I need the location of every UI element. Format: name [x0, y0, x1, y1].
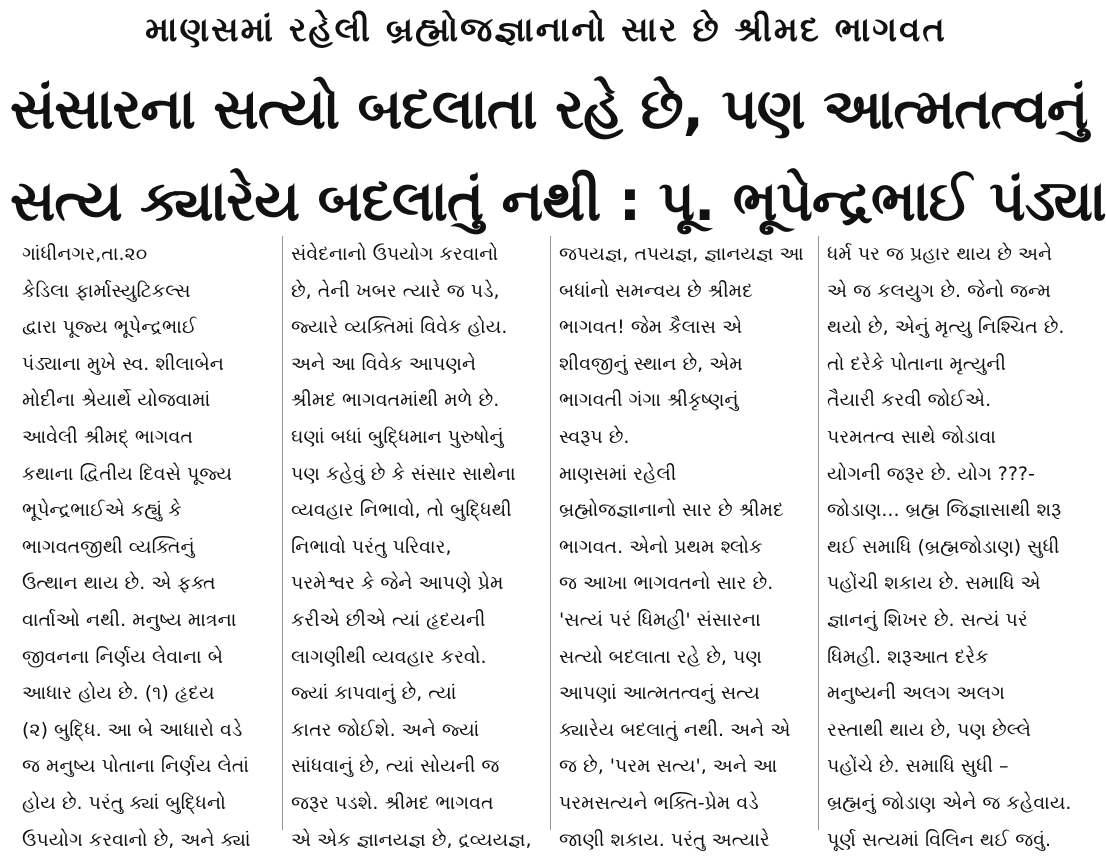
column-1-text: ગાંધીનગર,તા.૨૦ કેડિલા ફાર્માસ્યુટિકલ્સ દ્વારા પૂજ્ય ભૂપેન્દ્રભાઈ પંડ્યાના મુખે સ્વ. શીલાબેન મોદીના શ્રેયાર્થે યોજવામાં આવેલી શ્રીમદ્ ભાગવત કથાના દ્વિતીય દિવસે પૂજ્ય ભૂપેન્દ્રભાઈએ કહ્યું કે ભાગવતજીથી વ્યક્તિનું ઉત્થાન થાય છે. એ ફક્ત વાર્તાઓ નથી. મનુષ્ય માત્રના જીવનના નિર્ણય લેવાના બે આધાર હોય છે. (૧) હૃદય (૨) બુદ્ધિ. આ બે આધારો વડે જ મનુષ્ય પોતાના નિર્ણય લેતાં હોય છે. પરંતુ ક્યાં બુદ્ધિનો ઉપયોગ કરવાનો છે, અને ક્યાં — [22, 243, 251, 851]
article-body — [14, 236, 1086, 851]
column-2-text: સંવેદનાનો ઉપયોગ કરવાનો છે, તેની ખબર ત્યારે જ પડે, જ્યારે વ્યક્તિમાં વિવેક હોય. અને આ વિવેક આપણને શ્રીમદ ભાગવતમાંથી મળે છે. ઘણાં બધાં બુદ્ધિમાન પુરુષોનું પણ કહેવું છે કે સંસાર સાથેના વ્યવહાર નિભાવો, તો બુદ્ધિથી નિભાવો પરંતુ પરિવાર, પરમેશ્વર કે જેને આપણે પ્રેમ કરીએ છીએ ત્યાં હૃદયની લાગણીથી વ્યવહાર કરવો. જ્યાં કાપવાનું છે, ત્યાં કાતર જોઈશે. અને જ્યાં સાંધવાનું છે, ત્યાં સોયની જ જરૂર પડશે. શ્રીમદ ભાગવત એ એક જ્ઞાનયજ્ઞ છે, દ્રવ્યયજ્ઞ, — [291, 243, 532, 851]
column-3-text: જપયજ્ઞ, તપયજ્ઞ, જ્ઞાનયજ્ઞ આ બધાંનો સમન્વય છે શ્રીમદ ભાગવત! જેમ કૈલાસ એ શીવજીનું સ્થાન છે, એમ ભાગવતી ગંગા શ્રીકૃષ્ણનું સ્વરૂપ છે. માણસમાં રહેલી બ્રહ્મોજજ્ઞાનાનો સાર છે શ્રીમદ ભાગવત. એનો પ્રથમ શ્લોક જ આખા ભાગવતનો સાર છે. 'સત્યં પરં ધિમહી' સંસારના સત્યો બદલાતા રહે છે, પણ આપણાં આત્મતત્વનું સત્ય ક્યારેય બદલાતું નથી. અને એ જ છે, 'પરમ સત્ય', અને આ પરમસત્યને ભક્તિ-પ્રેમ વડે જાણી શકાય. પરંતુ અત્યારે — [559, 243, 804, 851]
column-2 — [282, 236, 550, 851]
headline-line-2: સત્ય ક્યારેય બદલાતું નથી : પૂ. ભૂપેન્દ્રભાઈ પંડ્યા — [10, 169, 1106, 234]
column-3 — [550, 236, 818, 851]
kicker-headline: માણસમાં રહેલી બ્રહ્મોજજ્ઞાનાનો સાર છે શ્રીમદ ભાગવત — [145, 10, 947, 50]
column-4-text: ધર્મ પર જ પ્રહાર થાય છે અને એ જ કલયુગ છે. જેનો જન્મ થયો છે, એનું મૃત્યુ નિશ્ચિત છે. તો દરેકે પોતાના મૃત્યુની તૈયારી કરવી જોઈએ. પરમતત્વ સાથે જોડાવા યોગની જરૂર છે. યોગ ???- જોડાણ... બ્રહ્મ જિજ્ઞાસાથી શરૂ થઈ સમાધિ (બ્રહ્મજોડાણ) સુધી પહોંચી શકાય છે. સમાધિ એ જ્ઞાનનું શિખર છે. સત્યં પરં ધિમહી. શરૂઆત દરેક મનુષ્યની અલગ અલગ રસ્તાથી થાય છે, પણ છેલ્લે પહોંચે છે. સમાધિ સુધી – બ્રહ્મનું જોડાણ એને જ કહેવાય. પૂર્ણ સત્યમાં વિલિન થઈ જવું. — [827, 243, 1072, 851]
headline-line-1: સંસારના સત્યો બદલાતા રહે છે, પણ આત્મતત્વનું — [10, 77, 1088, 142]
column-1 — [14, 236, 282, 851]
column-4 — [818, 236, 1086, 851]
